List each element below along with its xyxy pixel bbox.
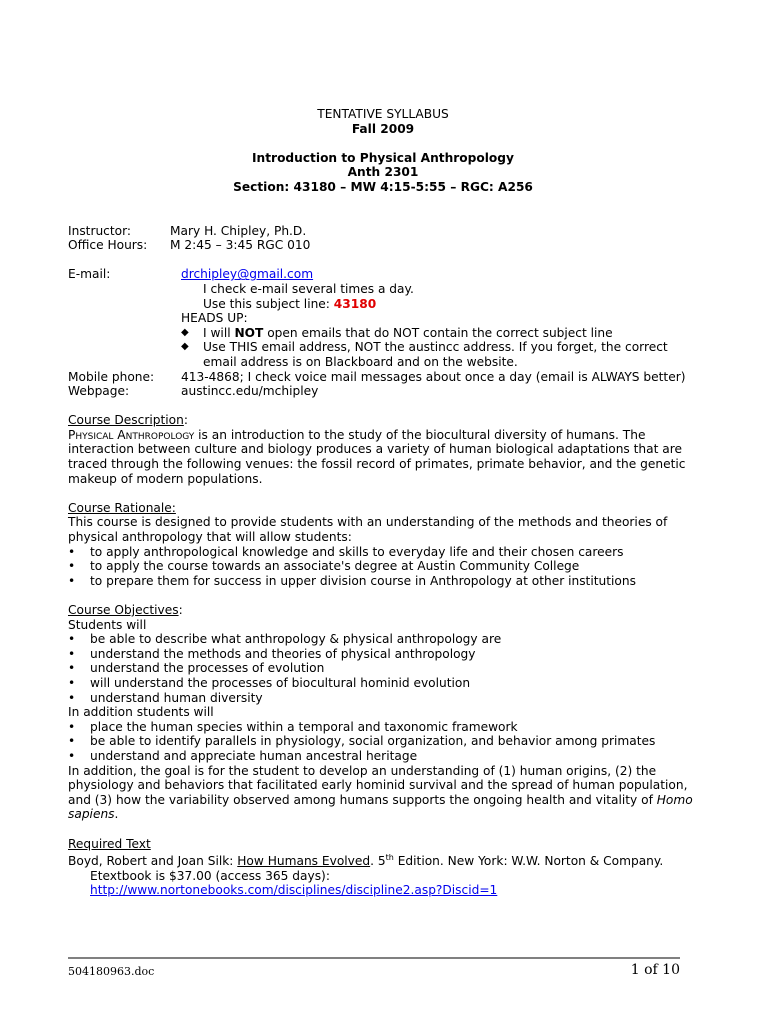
footer-filename: 504180963.doc — [68, 965, 155, 978]
mobile-row — [68, 370, 698, 385]
bullet-icon: • — [68, 748, 76, 763]
diamond-bullet-icon: ◆ — [181, 326, 189, 338]
header-title: TENTATIVE SYLLABUS — [317, 107, 449, 121]
bullet-icon: • — [68, 573, 76, 588]
description-text: Physical Anthropology is an introduction to the study of the biocultural diversity of humans. The interaction between culture and biology produces a variety of human biological adaptations that are traced through the following venues: the fossil record of primates, primate behavior, and the genetic makeup of modern populations. — [68, 427, 686, 486]
bullet-icon: • — [68, 646, 76, 661]
email-label: E-mail: — [68, 267, 111, 282]
syllabus-header — [68, 107, 698, 195]
list-item: • understand and appreciate human ancestral heritage — [68, 748, 418, 763]
heads-up-label: HEADS UP: — [181, 311, 248, 326]
list-item: • place the human species within a temporal and taxonomic framework — [68, 719, 518, 734]
rationale-intro: This course is designed to provide students with an understanding of the methods and theories of physical anthropology that will allow students: — [68, 515, 668, 545]
objectives-intro: Students will — [68, 617, 147, 632]
course-title: Introduction to Physical Anthropology — [252, 150, 514, 165]
mobile-value: 413-4868; I check voice mail messages about once a day (email is ALWAYS better) — [181, 369, 686, 384]
header-term: Fall 2009 — [351, 121, 415, 136]
instructor-row — [68, 224, 698, 239]
warning-item — [68, 326, 698, 341]
description-heading: Course Description: — [68, 413, 188, 428]
required-text-citation: Boyd, Robert and Joan Silk: How Humans Evolved. 5th Edition. New York: W.W. Norton & Company. — [68, 853, 664, 869]
objectives-heading: Course Objectives: — [68, 603, 183, 617]
webpage-row — [68, 384, 698, 399]
webpage-label: Webpage: — [68, 384, 130, 399]
office-hours-row — [68, 238, 698, 253]
footer-page-number: 1 of 10 — [630, 962, 680, 978]
bullet-icon: • — [68, 690, 76, 705]
list-item: • understand the methods and theories of physical anthropology — [68, 646, 476, 661]
list-item: • understand the processes of evolution — [68, 661, 325, 676]
email-link[interactable]: drchipley@gmail.com — [181, 267, 314, 282]
mobile-label: Mobile phone: — [68, 369, 155, 384]
required-text-heading: Required Text — [68, 836, 151, 851]
bullet-icon: • — [68, 559, 76, 574]
warning-text: I will NOT open emails that do NOT contain the correct subject line — [203, 325, 613, 340]
syllabus-page — [68, 107, 698, 898]
list-item: • be able to identify parallels in physiology, social organization, and behavior among primates — [68, 734, 656, 749]
bullet-icon: • — [68, 734, 76, 749]
list-item: • be able to describe what anthropology & physical anthropology are — [68, 632, 502, 647]
course-code: Anth 2301 — [347, 165, 419, 180]
bullet-icon: • — [68, 661, 76, 676]
warning-item — [68, 340, 698, 369]
bullet-icon: • — [68, 675, 76, 690]
list-item: • will understand the processes of biocultural hominid evolution — [68, 675, 471, 690]
course-section: Section: 43180 – MW 4:15-5:55 – RGC: A256 — [233, 179, 533, 194]
rationale-heading: Course Rationale: — [68, 500, 176, 515]
email-row — [68, 267, 698, 282]
webpage-value: austincc.edu/mchipley — [181, 384, 319, 399]
subject-line-label: Use this subject line: — [203, 296, 334, 311]
bullet-icon: • — [68, 544, 76, 559]
instructor-label: Instructor: — [68, 223, 132, 238]
page-footer — [68, 957, 680, 978]
diamond-bullet-icon: ◆ — [181, 341, 189, 353]
subject-line-code: 43180 — [333, 296, 377, 311]
list-item: • understand human diversity — [68, 690, 263, 705]
bullet-icon: • — [68, 632, 76, 647]
list-item: • to prepare them for success in upper division course in Anthropology at other institutions — [68, 573, 636, 588]
objectives-intro-additional: In addition students will — [68, 705, 214, 720]
email-note-subject — [68, 297, 698, 312]
bullet-icon: • — [68, 719, 76, 734]
office-hours-label: Office Hours: — [68, 238, 148, 253]
etextbook-link[interactable]: http://www.nortonebooks.com/disciplines/discipline2.asp?Discid=1 — [90, 883, 498, 898]
office-hours-value: M 2:45 – 3:45 RGC 010 — [170, 238, 311, 253]
list-item: • to apply anthropological knowledge and skills to everyday life and their chosen careers — [68, 544, 624, 559]
instructor-value: Mary H. Chipley, Ph.D. — [170, 223, 307, 238]
description-lead: Physical Anthropology — [68, 427, 195, 442]
list-item: • to apply the course towards an associate's degree at Austin Community College — [68, 559, 580, 574]
email-note-check: I check e-mail several times a day. — [203, 281, 414, 296]
etextbook-link-row — [68, 883, 698, 898]
etextbook-note: Etextbook is $37.00 (access 365 days): — [90, 868, 330, 883]
warning-text: Use THIS email address, NOT the austincc address. If you forget, the correct email address is on Blackboard and on the website. — [203, 340, 668, 369]
objectives-closing: In addition, the goal is for the student to develop an understanding of (1) human origins, (2) the physiology and behaviors that facilitated early hominid survival and the spread of human population, and (3) how the variability observed among humans supports the ongoing health and vitality of Homo sapiens. — [68, 763, 693, 822]
